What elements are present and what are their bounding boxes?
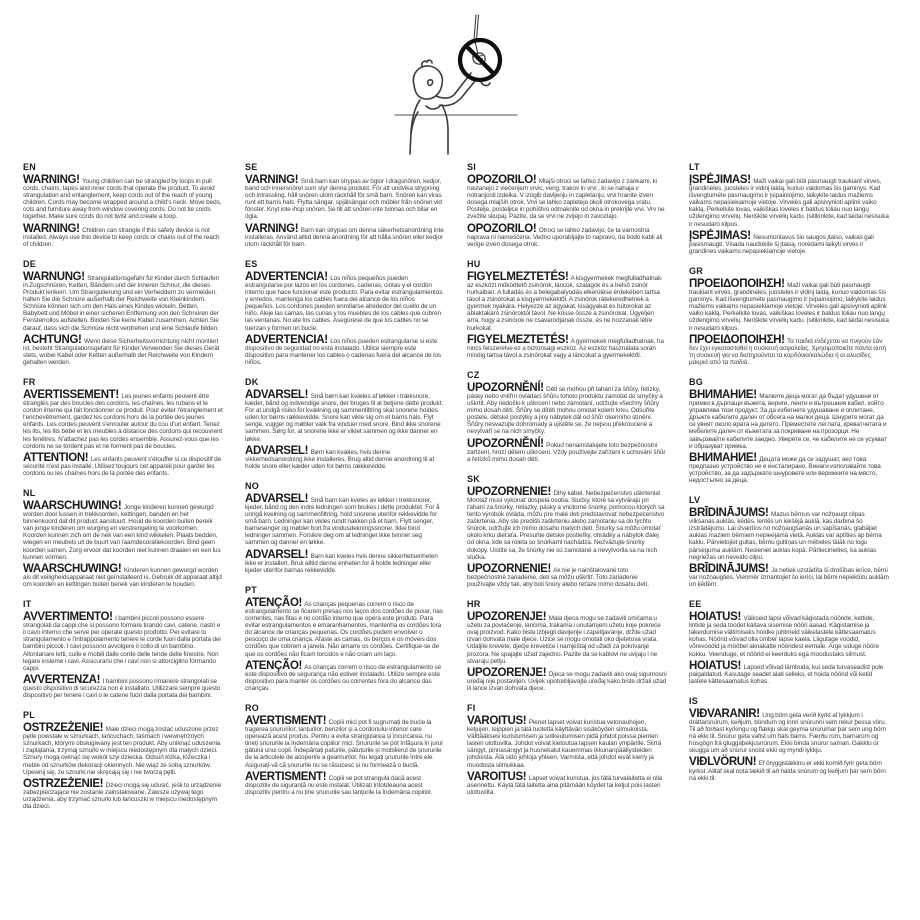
warning-heading: OSTRZEŻENIE! [23, 777, 104, 790]
language-label: FI [467, 702, 476, 713]
warning-heading: UPOZORNĚNÍ! [467, 437, 544, 450]
warning-heading: ВНИМАНИЕ! [689, 451, 757, 464]
warning-heading: ADVARSEL! [245, 388, 309, 401]
language-label: EE [689, 599, 702, 610]
language-label: BG [689, 376, 703, 387]
child-cord-warning-illustration [378, 6, 542, 160]
warning-paragraph [245, 714, 445, 769]
warning-body-text: Pienet lapset voivat kuristua vetonauhojen, ketjujen, teippien ja tätä tuotetta käyttävän sisäköyden silmukoista. Välttääksesi kuristumisen ja sotkeutumisen pidä johdot poissa pienten lasten ulottuvilta. Johdot voivat kietoutua lapsen kaulan ympärille. Siirrä sängyt, pinnasängyt ja huonekalut kauemmas ikkunanpäällysteiden johdoista. Älä sido johtoja yhteen. Varmista, että johdot eivät kierry ja muodosta silmukkaa. [467, 718, 662, 769]
warning-paragraph [467, 611, 667, 665]
warning-paragraph [467, 437, 667, 463]
warning-body-text: Kinderen kunnen gewurgd worden als dit veiligheidsapparaat niet geïnstalleerd is. Gebruik dit apparaat altijd om koorden en kettingen buiten bereik van kinderen te houden. [23, 566, 222, 588]
warning-heading: ВНИМАНИЕ! [689, 388, 757, 401]
language-label: IT [23, 599, 32, 610]
warning-paragraph [689, 277, 889, 332]
warning-paragraph [245, 659, 445, 692]
language-label: FR [23, 376, 36, 387]
warning-paragraph [245, 444, 445, 470]
lang-section-ee [689, 600, 889, 685]
lang-section-gr [689, 267, 889, 366]
warning-body-text: Young children can be strangled by loops in pull cords, chains, tapes and inner cords that operate the product. To avoid strangulation and entanglement, keep cords out of the reach of young children. Cords may become wrapped around a child's neck. Move beds, cots and furniture away from window covering cords. Do not tie cords together. Make sure cords do not twist and create a loop. [23, 178, 222, 221]
warning-paragraph [467, 770, 667, 796]
warning-heading: FIGYELMEZTETÉS! [467, 333, 569, 346]
warning-heading: HOIATUS! [689, 659, 741, 672]
warning-heading: WARNING! [23, 174, 80, 186]
warning-paragraph [245, 270, 445, 332]
warning-heading: VARNING! [245, 174, 299, 186]
warning-body-text: Mlajši otroci se lahko zadavijo z zankami, ki nastanejo z vlečenjem vrvic, verig, trakov in vrvi , ki se nahaja v notranjosti izdelka. V izogib davljenju in zapletanju, vrvi hranite izven dosega mlajših otrok. Vrvi se lahko zapletejo okoli otrokovega vratu. Postelje, posteljice in pohištvo odmaknite od okna in prekrijte vrvi. Vrv ne zvežite skupaj. Pazite, da se vrvi ne zvijejo in zavozlajo. [467, 178, 665, 221]
warning-body-text: Copiii mici pot fi sugrumați de bucle la tragerea șnururilor, lanțurilor, benzilor și a cordonului interior care operează acest produs. Pentru a evita strangularea și încurcarea, nu țineți șnururile la îndemâna copiilor mici. Șnururile se pot înfășura în jurul gâtului unui copil. Îndepărtați paturile, pătuțurile și mobilierul de șnururile de la articolele de acoperire a geamurilor. Nu legați șnururile între ele. Asigurați-vă că șnururile nu se răsucesc și nu formează o buclă. [245, 718, 443, 769]
lang-section-lt [689, 163, 889, 255]
warning-body-text: Nesumontavus šio saugos įtaiso, vaikas gali pasismaugti. Visada naudokite šį įtaisą, norėdami laikyti virves ir grandines vaikams nepasiekiamoje vietoje. [689, 233, 874, 255]
warning-paragraph [467, 562, 667, 588]
warning-body-text: Djeca se mogu zadaviti ako ovaj sigurnosni uređaj nije postavljen. Uvijek upotrebljavajte uređaj kako biste držali užad ili lance izvan dohvata djece. [467, 670, 667, 692]
warning-heading: UPOZORENJE! [467, 611, 547, 624]
warning-paragraph [23, 333, 223, 366]
warning-body-text: Lapsed võivad lämbuda, kui seda turvaseadist pole paigaldatud. Kasutage seadet alati selleks, et hoida nöörid või ketid lastele kättesaamatus kohas. [689, 663, 884, 685]
language-label: HU [467, 258, 481, 269]
warning-body-text: Maži vaikai gali būti pasmaugti traukiant virves, grandinėles, juosteles ir vidinį laidą, kuriuo valdomas šis gaminys. Kad išvengtumėte pasmaugimo ir įsipainiojimo, laikykite laidus mažiems vaikams nepasiekiamoje vietoje. Virvelės gali apsivynioti aplink vaiko kaklą. Perkelkite lovas, vaikiškas loveles ir baldus toliau nuo langų uždengimo virvelių. Neriškite virvelių kartu. Įsitikinkite, kad laidai nesisuka ir nesudaro kilpos. [689, 281, 889, 332]
lang-section-lv [689, 496, 889, 588]
warning-paragraph [689, 229, 889, 255]
warning-paragraph [23, 388, 223, 450]
language-label: GR [689, 265, 703, 276]
language-label: ES [245, 258, 258, 269]
warning-paragraph [245, 388, 445, 443]
warning-body-text: Децата може да се задушат, ако това предпазно устройство не е инсталирано. Винаги използвайте това устройство, за да задържате шнуровете или верижките на място, недостъпно за деца. [689, 455, 881, 484]
warning-body-text: Τα παιδιά ενδέχεται να πνιγούν εάν δεν έχει εγκατασταθεί η συσκευή ασφαλείας. Χρησιμοποιείτε πάντα αυτή τη συσκευή για να διατηρούνται τα κορδόνια/καλώδια ή οι αλυσίδες μακριά από τα παιδιά. [689, 337, 887, 366]
warning-heading: ADVARSEL! [245, 444, 309, 457]
warning-body-text: Dlhý kábel. Nebezpečenstvo uškrtenia! Montáž musí vykonať dospelá osoba. Slučky, ktoré sa vytvárajú pri ťahaní za šnúrky, retiazky, pásky a vnútorné šnúrky, pomocou ktorých sa tento výrobok ovláda, môžu pre malé deti predstavovať nebezpečenstvo zaškrtenia. Aby ste predišli zaškrteniu alebo zamotaniu sa do týchto šnúrok, udržujte ich mimo dosahu malých detí. Šnúrky sa môžu omotať okolo krku dieťaťa. Presuňte detské postieľky, ohrádky a nábytok ďalej od okna, kde sa roleta so šnúrkami nachádza. Nezväzujte šnúrky dokopy. Uistite sa, že šnúrky nie sú zamotané a nevytvorila sa na nich slučka. [467, 489, 665, 561]
cord-icon [474, 15, 479, 54]
warning-body-text: Små barn kan strypas av öglor i dragsnören, kedjor, band och innersnöret som styr denna produkt. För att undvika strypning och intrassling, håll snören utom räckhåll för små barn. Snören kan viras runt ett barns hals. Flytta sängar, spjälsängar och möbler från snören vid fönster. Knyt inte ihop snören. Se till att snören inte tvinnas och bilar en ögla. [245, 178, 442, 221]
warning-paragraph [245, 174, 445, 221]
lang-section-dk [245, 378, 445, 470]
warning-body-text: Strangulationsgefahr für Kinder durch Schlaufen in Zugschnüren, Ketten, Bändern und der inneren Schnur, die dieses Produkt lenken!. Um Strangulierung und ein Verheddern zu vermeiden, halten Sie die Schnüre außerhalb der Reichweite von Kleinkindern. Schnüre können sich um den Hals eines Kindes wickeln. Betten, Babybett und Möbel in einer sicheren Entfernung von den Schnüren der Fensterrollos aufstellen. Binden Sie keine Kabel zusammen. Achten Sie darauf, dass sich die Schnüre nicht verdrehen und eine Schlaufe bilden. [23, 274, 220, 332]
warning-heading: VAROITUS! [467, 770, 527, 783]
warning-paragraph [245, 596, 445, 658]
warning-paragraph [245, 770, 445, 796]
warning-body-text: Los niños pueden estrangularse si este dispositivo de seguridad no está instalado. Utilice siempre este dispositivo para mantener los cables o cadenas fuera del alcance de los niños. [245, 337, 442, 366]
lang-section-de [23, 260, 223, 366]
warning-body-text: Los niños pequeños pueden estrangularse por lazos en los cordones, cadenas, cintas y el cordón interno que hace funcionar este producto. Para evitar estrangulamientos y enredos, mantenga los cables fuera del alcance de los niños pequeños. Los cordones pueden enrollarse alrededor del cuello de un niño. Aleje las camas, las cunas y los muebles de los cables que cubren las ventanas. No ate los cables. Asegúrese de que los cables no se tuerzan y formen un bucle. [245, 274, 443, 332]
warning-body-text: As crianças pequenas correm o risco de estrangulamento se ficarem presas nos laços dos cordões de puxar, nas correntes, nas fitas e no cordão interno que opera este produto. Para evitar estrangulamentos e emaranhamentos, mantenha os cordões fora do alcance de crianças pequenas. Os cordões podem envolver o pescoço de uma criança. Afaste as camas, os berços e os móveis dos cordões que cobrem a janela. Não amarre os cordões. Certifique-se de que os cordões não ficam torcidos e não criam um laço. [245, 600, 443, 658]
lang-section-cz [467, 371, 667, 463]
warning-paragraph [467, 485, 667, 561]
lang-section-is [689, 697, 889, 782]
warning-heading: ADVERTENCIA! [245, 270, 328, 283]
warning-heading: AVVERTIMENTO! [23, 611, 113, 624]
warning-paragraph [23, 777, 223, 810]
language-label: IS [689, 695, 698, 706]
warning-paragraph [467, 333, 667, 359]
warning-heading: ĮSPĖJIMAS! [689, 174, 751, 186]
warning-heading: BRĪDINĀJUMS! [689, 507, 769, 520]
warning-paragraph [689, 507, 889, 561]
lang-section-es [245, 260, 445, 366]
warning-body-text: Jonge kinderen kunnen gewurgd worden door lussen in trekkoorden, kettingen, banden en het binnenkoord dat dit product aanstuurt. Houd de koorden buiten bereik van jonge kinderen om wurging en verstrengeling te voorkomen. Koorden kunnen zich om de nek van een kind wikkelen. Plaats bedden, wiegen en meubels uit de buurt van raamdecoratiekoorden. Bind geen koorden samen. Zorg ervoor dat koorden niet kunnen draaien en een lus kunnen vormen. [23, 504, 221, 561]
language-label: HR [467, 599, 481, 610]
warning-paragraph [23, 270, 223, 332]
lang-section-ro [245, 704, 445, 796]
warning-heading: UPOZORENJE! [467, 666, 547, 679]
warning-body-text: Dzieci mogą się udusić, jeśli to urządzenie zabezpieczające nie zostanie zainstalowane. Zawsze używaj tego urządzenia, aby trzymać sznurki lub łańcuszki w miejscu niedostępnym dla dzieci. [23, 781, 222, 810]
lang-section-nl [23, 489, 223, 588]
lang-section-hr [467, 600, 667, 692]
warning-body-text: Barn kan strypas om denna säkerhetsanordning inte installeras. Använd alltid denna anordning för att hålla snören eller kedjor utom räckhåll för barn. [245, 226, 444, 248]
warning-heading: HOIATUS! [689, 611, 741, 624]
warning-body-text: Ung börn geta verið kyrkt af lykkjum í dráttarsnúrum, keðjum, böndum og innri snúrunni sem rekur þessa vöru. Til að forðast kyrkingu og flækju skal geyma snúrurnar þar sem ung börn ná ekki til. Snúrur geta vafist um háls barns. Færðu rúm, barnarúm og húsgögn frá gluggaþekjusnúrum. Ekki binda snúrur saman. Gakktu úr skugga um að snúrur snúist ekki og myndi lykkju. [689, 711, 887, 755]
warning-body-text: Lapset voivat kuristua, jos tätä turvalaitetta ei olla asennettu. Käytä tätä laitetta aina pitämään köydet tai ketjut pois lasten ulottuvilta. [467, 774, 663, 796]
warning-paragraph [467, 666, 667, 692]
warning-body-text: Les enfants peuvent s'étouffer si ce dispositif de sécurité n'est pas installé. Utilisez toujours cet appareil pour garder les cordons ou les chaînes hors de la portée des enfants. [23, 455, 222, 477]
language-label: SE [245, 162, 258, 172]
warning-heading: ΠΡΟΕΙΔΟΠΟΙΗΣΗ! [689, 333, 785, 346]
warning-body-text: A gyermekek megfulladhatnak, ha nincs felszerelve ez a biztonsági eszköz. Az eszköz használata során mindig tartsa távol a zsinórokat vagy a láncokat a gyermekektől. [467, 337, 664, 359]
warning-heading: ACHTUNG! [23, 333, 82, 346]
warning-heading: AVERTISMENT! [245, 770, 327, 783]
warning-paragraph [23, 611, 223, 672]
warning-body-text: Väikseid lapsi võivad kägistada nööride, kettide, lintide ja seda toodet käitava sisemise nööri aasad. Kägistamise ja takerdumise vältimiseks hoidke juhtmeid väikelastele kättesaamatus kohas. Nöörid võivad olla ümber lapse kaela. Liigutage voodid, võrevoodid ja mööbel aknakatte nööridest eemale. Ärge siduge nööre kokku. Veenduge, et nöörid ei keerduks ega moodustaks silmust. [689, 615, 879, 658]
lang-section-no [245, 482, 445, 574]
warning-body-text: Små barn kan kveles av løkker i trekksnorer, kjeder, bånd og den indre ledningen som brukes i dette produktet. For å unngå kvelning og sammenfiltring, hold snorene utenfor rekkevidde for små barn. Ledninger kan vikles rundt nakken på et barn. Flytt senger, barnesenger og møbler bort fra vindusdekningssnorer. Ikke bind ledninger sammen. Forsikre deg om at ledninger ikke tvinner seg sammen og danner en løkke. [245, 496, 440, 547]
warning-paragraph [689, 388, 889, 450]
warning-heading: ATENÇÃO! [245, 659, 303, 672]
warning-heading: FIGYELMEZTETÉS! [467, 270, 569, 283]
lang-section-hu [467, 260, 667, 359]
warning-body-text: Mala djeca mogu se zadaviti omčama u užetu za povlačenje, lancima, trakama i unutarnjem užetu koje pokreće ovaj proizvod. Kako biste izbjegli davljenje i zapetljavanje, držite užad izvan dohvata male djece. Uzice se mogu omotati oko djetetova vrata. Udaljite krevete, dječje krevetiće i namještaj od užadi za pokrivanje prozora. Ne spajajte užad zajedno. Pazite da se kablovi ne uvijaju i ne stvaraju petlju. [467, 615, 661, 665]
warning-body-text: Ak nie je nainštalované toto bezpečnostné zariadenie, deti sa môžu uškrtiť. Toto zariadenie používajte vždy tak, aby boli šnúry alebo reťaze mimo dosahu detí. [467, 566, 649, 588]
warning-heading: OPOZORILO! [467, 174, 537, 186]
warning-heading: VAROITUS! [467, 714, 527, 727]
lang-section-bg [689, 378, 889, 484]
warning-body-text: Små børn kan kvæles af løkker i træksnore, kæder, bånd og indvendige snore, der bruges til at betjene dette produkt. For at undgå risiko for kvælning og sammenfiltring skal snorene holdes uden for børns rækkevidde. Snore kan vikle sig om et barns hals. Flyt senge, vugger og møbler væk fra vinduer med snore. Bind ikke snorene sammen. Sørg for, at snorene ikke er viklet sammen og ikke danner en løkke. [245, 392, 444, 443]
warning-paragraph [23, 562, 223, 588]
warning-heading: AVVERTENZA! [23, 673, 101, 686]
lang-section-en [23, 163, 223, 248]
child-figure [410, 60, 490, 154]
warning-paragraph [689, 611, 889, 658]
warning-paragraph [467, 174, 667, 221]
lang-section-se [245, 163, 445, 248]
warning-body-text: Pokud nenainstalujete toto bezpečnostní zařízení, hrozí dětem uškrcení. Vždy používejte zařízení k uchování šňůr a řetízků mimo dosah dětí. [467, 441, 666, 463]
warning-paragraph [689, 756, 889, 782]
language-label: PL [23, 710, 35, 721]
warning-paragraph [689, 707, 889, 755]
warning-paragraph [23, 174, 223, 221]
column-4 [689, 163, 889, 822]
warning-paragraph [689, 174, 889, 228]
warning-paragraph [23, 500, 223, 561]
warning-body-text: Otroci se lahko zadavijo, če ta varnostna naprava ni nameščena. Vedno uporabljajte to napravo, da bodo kabli ali verige izven dosega otrok. [467, 226, 663, 248]
warning-paragraph [467, 381, 667, 436]
warning-paragraph [23, 673, 223, 699]
warning-heading: WARNUNG! [23, 270, 85, 283]
warning-heading: BRĪDINĀJUMS! [689, 562, 769, 575]
warning-body-text: Małe dzieci mogą zostać uduszone przez pętle powstałe w sznurkach, łańcuchach, taśmach i wewnętrznych sznurkach, którymi obsługiwany jest ten produkt. Aby uniknąć uduszenia i zaplątania, trzymaj sznurki w miejscu niedostępnym dla małych dzieci. Sznury mogą owinąć się wokół szyi dziecka. Odsuń łóżka, łóżeczka i meble od sznurków dekoracji okiennych. Nie wiąż ze sobą sznurków. Upewnij się, że sznurki nie skręcają się i nie tworzą pętli. [23, 726, 221, 776]
warning-paragraph [245, 333, 445, 366]
warning-heading: AVERTISMENT! [245, 714, 327, 727]
warning-body-text: Ef öryggistækinu er ekki komið fyrir geta börn kyrkst. Alltaf skal nota tækið til að halda snúrum og keðjum þar sem börn ná ekki til. [689, 760, 886, 782]
warning-heading: VIÐVARANIR! [689, 707, 760, 720]
warning-heading: ADVARSEL! [245, 492, 309, 505]
warning-body-text: Maži vaikai gali būti pasmaugti traukiant virves, grandinėles, juosteles ir vidinį laidą, kuriuo valdomas šis gaminys. Kad išvengtumėte pasmaugimo ir įsipainiojimo, laikykite laidus mažiems vaikams nepasiekiamoje vietoje. Virvelės gali apsivynioti aplink vaiko kaklą. Perkelkite lovas, vaikiškas loveles ir baldus toliau nuo langų uždengimo virvelių. Neriškite virvelių kartu. Įsitikinkite, kad laidai nesisuka ir nesudaro kilpos. [689, 178, 889, 228]
warning-heading: ATENÇÃO! [245, 596, 303, 609]
lang-section-pl [23, 711, 223, 810]
warning-heading: UPOZORNENIE! [467, 485, 551, 498]
language-label: LV [689, 495, 701, 506]
warning-heading: UPOZORNENIE! [467, 562, 551, 575]
column-3 [467, 163, 667, 822]
warning-paragraph [245, 222, 445, 248]
warning-heading: ATTENTION! [23, 451, 89, 464]
language-label: CZ [467, 369, 480, 380]
language-label: PT [245, 584, 257, 595]
language-label: DE [23, 258, 36, 269]
warning-body-text: Copiii se pot strangula dacă acest dispozitiv de siguranță nu este instalat. Utilizați întotdeauna acest dispozitiv pentru a nu ține șnururile sau lanțurile la îndemâna copiilor. [245, 774, 433, 796]
language-label: NO [245, 480, 259, 491]
warning-paragraph [467, 222, 667, 248]
warning-body-text: I bambini piccoli possono essere strangolati da cappi che si possono formare tirando cavi, catene, nastri e il cavo interno che serve per operate questo prodotto. Per evitare lo strangolamento e l'intrappolamento tenere le corde fuori dalla portata dei bambini piccoli. I cavi possono avvolgere il collo di un bambino. Allontanare letti, culle e mobili dalle corde delle tende delle finestre. Non legare insieme i cavi. Assicurarsi che i cavi non si attorciglino formando cappi. [23, 615, 221, 672]
language-label: SK [467, 473, 480, 484]
warning-paragraph [23, 722, 223, 776]
warning-heading: WARNING! [23, 222, 80, 235]
warning-heading: ADVERTENCIA! [245, 333, 328, 346]
warning-body-text: Ja netiek uzstādīta šī drošības ierīce, bērni var nožņaugties. Vienmēr izmantojiet šo ierīci, lai bērni nepiekļūtu auklām un ķēdēm. [689, 566, 889, 588]
warning-body-text: Children can strangle if this safety device is not installed. Always use this device to keep cords or chains out of the reach of children. [23, 226, 220, 248]
lang-section-pt [245, 586, 445, 692]
lang-section-si [467, 163, 667, 248]
warning-paragraph [467, 714, 667, 769]
warning-paragraph [245, 548, 445, 574]
warning-heading: VIÐLVÖRUN! [689, 756, 757, 769]
warning-paragraph [23, 222, 223, 248]
language-columns [23, 163, 899, 822]
lang-section-fr [23, 378, 223, 477]
prohibition-icon [460, 40, 500, 80]
lang-section-sk [467, 475, 667, 588]
warning-body-text: I bambini possono rimanere strangolati se questo dispositivo di sicurezza non è installato. Utilizzare sempre questo dispositivo per tenere i cavi o le catene fuori dalla portata dei bambini. [23, 677, 221, 699]
warning-paragraph [689, 659, 889, 685]
lang-section-fi [467, 704, 667, 796]
warning-heading: OPOZORILO! [467, 222, 537, 235]
warning-paragraph [689, 562, 889, 588]
warning-paragraph [689, 333, 889, 366]
language-label: SI [467, 162, 476, 172]
language-label: RO [245, 702, 259, 713]
warning-body-text: Børn kan kvæles, hvis denne sikkerhedsanordning ikke installeres. Brug altid denne anordning til at holde snore eller kæder uden for børns rækkevidde. [245, 448, 435, 470]
warning-body-text: Barn kan kveles hvis denne sikkerhetsenheten ikke er installert. Bruk alltid denne enheten for å holde ledninger eller kjeder utenfor barnas rekkevidde. [245, 552, 438, 574]
warning-heading: WAARSCHUWING! [23, 562, 122, 575]
warning-heading: AVERTISSEMENT! [23, 388, 119, 401]
warning-paragraph [245, 492, 445, 547]
warning-body-text: Děti se mohou při tahání za šňůry, řetízky, pásky nebo vnitřní ovládací šňůru tohoto produktu zamotat do smyčky a uškrtit. Aby nedošlo k uškrcení nebo zamotání, udržujte všechny šňůry mimo dosah dětí. Šňůry se dítěti mohou omotat kolem krku. Odsuňte postele, dětské postýlky a jiný nábytek dál od šňůr okenního stínění. Šňůry nesvazujte dohromady a ujistěte se, že nejsou překroucené a nevytváří se na nich smyčky. [467, 385, 663, 436]
warning-body-text: Малките деца могат да бъдат удушени от примки в дърпащи въжета, вериги, ленти и вътрешния кабел, който управлява този продукт. За да избегнете удушаване и оплитане, дръжте кабелите далеч от обсега на малки деца. Шнурите могат да се увият около врата на детето. Преместете леглата, креватчетата и мебелите далеч от въжетата за покриване на прозорци. Не завързвайте кабелите заедно. Уверете се, че кабелите не се усукват и образуват примка. [689, 392, 887, 450]
warning-heading: OSTRZEŻENIE! [23, 722, 104, 735]
warning-heading: WAARSCHUWING! [23, 500, 122, 512]
column-1 [23, 163, 223, 822]
column-2 [245, 163, 445, 822]
warning-body-text: Les jeunes enfants peuvent être étranglés par des boucles des cordons, les chaînes, les rubans et le cordon interne qui fait fonctionner ce produit. Pour éviter l'étranglement et l'enchevêtrement, gardez les cordons hors de la portée des jeunes enfants. Les cordes peuvent s'enrouler autour du cou d'un enfant. Tenez les lits, les lits bébé et les meubles à distance des cordons qui recouvrent les fenêtres. N'attachez pas les cordes ensemble. Assurez-vous que les cordons ne se tordent pas et ne forment pas de boucles. [23, 392, 223, 450]
warning-heading: ADVARSEL! [245, 548, 309, 561]
language-label: NL [23, 488, 36, 498]
warning-paragraph [23, 451, 223, 477]
warning-body-text: Mazus bērnus var nožņaugt cilpas vilkšanas auklās, ķēdēs, lentēs un iekšējā auklā, kas darbina šo izstrādājumu. Lai izvairītos no nožņaugšanās un sapīšanās, glabājiet auklas maziem bērniem nepieejamā vietā. Auklas var aptīties ap bērna kaklu. Pārvietojiet gultas, bērnu gultiņas un mēbeles tālāk no logu pārseguma auklām. Nesieniet auklas kopā. Pārliecinieties, ka auklas negriežas un neveido cilpu. [689, 511, 882, 561]
warning-body-text: As crianças correm o risco de estrangulamento se este dispositivo de segurança não estiver instalado. Utilize sempre este dispositivo para manter os cordões ou correntes fora do alcance das crianças. [245, 663, 442, 692]
warning-body-text: A kisgyermekek megfulladhatnak az eszközt működtető zsinórok, láncok, szalagok és a belső zsinór hurkaiban. A fulladás és a belegabalyodás elkerülése érdekében tartsa távol a zsinórokat a kisgyermekektől. A zsinórok rátekeredhetnek a gyermek nyakára. Helyezze az ágyakat, kiságyakat és bútorokat az ablaktakaró zsinóroktól távol. Ne kösse össze a zsinórokat. Ügyeljen arra, hogy a zsinórok ne csavarodjanak össze, és ne hozzanak létre hurkokat. [467, 274, 662, 332]
language-label: LT [689, 162, 700, 172]
warning-heading: ΠΡΟΕΙΔΟΠΟΙΗΣΗ! [689, 277, 785, 290]
warning-paragraph [689, 451, 889, 484]
language-label: EN [23, 162, 36, 172]
warning-heading: ĮSPĖJIMAS! [689, 229, 751, 242]
warning-heading: UPOZORNĚNÍ! [467, 381, 544, 394]
warning-body-text: Wenn diese Sicherheitsvorrichtung nicht montiert ist, besteht Strangulationsgefahr für Kinder.Verwenden Sie dieses Gerät stets, wobei Kabel oder Ketten außerhalb der Reichweite von Kindern gehalten werden. [23, 337, 220, 366]
language-label: DK [245, 376, 259, 387]
lang-section-it [23, 600, 223, 699]
warning-paragraph [467, 270, 667, 332]
warning-heading: VARNING! [245, 222, 299, 235]
